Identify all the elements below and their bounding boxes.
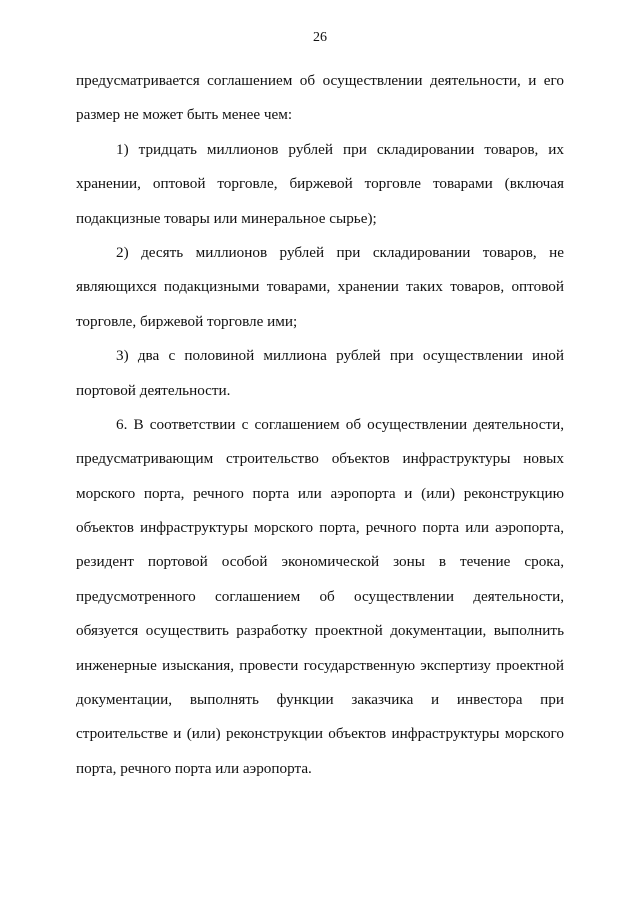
text-line: резидент портовой особой экономической зоны в течение срока, <box>76 553 564 571</box>
text-line: торговле, биржевой торговле ими; <box>76 312 298 330</box>
text-line: порта, речного порта или аэропорта. <box>76 759 312 777</box>
text-line: 3) два с половиной миллиона рублей при осуществлении иной <box>116 347 564 365</box>
page-number: 26 <box>313 30 327 45</box>
text-line: 1) тридцать миллионов рублей при складировании товаров, их <box>116 140 564 158</box>
text-line: обязуется осуществить разработку проектной документации, выполнить <box>76 622 564 640</box>
text-line: 6. В соответствии с соглашением об осуществлении деятельности, <box>116 415 564 433</box>
text-line: подакцизные товары или минеральное сырье); <box>76 209 377 227</box>
text-line: объектов инфраструктуры морского порта, речного порта или аэропорта, <box>76 519 564 537</box>
text-line: 2) десять миллионов рублей при складировании товаров, не <box>116 243 564 261</box>
text-line: предусматривается соглашением об осуществлении деятельности, и его <box>76 72 564 89</box>
text-line: строительстве и (или) реконструкции объектов инфраструктуры морского <box>76 725 564 743</box>
body-text <box>76 64 564 786</box>
text-line: документации, выполнять функции заказчика и инвестора при <box>76 691 564 709</box>
text-line: морского порта, речного порта или аэропорта и (или) реконструкцию <box>76 484 564 502</box>
text-line: хранении, оптовой торговле, биржевой торговле товарами (включая <box>76 175 564 193</box>
text-line: размер не может быть менее чем: <box>76 106 293 124</box>
text-line: инженерные изыскания, провести государственную экспертизу проектной <box>76 656 564 674</box>
text-line: являющихся подакцизными товарами, хранении таких товаров, оптовой <box>76 278 564 296</box>
text-line: предусматривающим строительство объектов инфраструктуры новых <box>76 450 564 468</box>
text-line: предусмотренного соглашением об осуществлении деятельности, <box>76 587 564 605</box>
text-line: портовой деятельности. <box>76 381 231 399</box>
